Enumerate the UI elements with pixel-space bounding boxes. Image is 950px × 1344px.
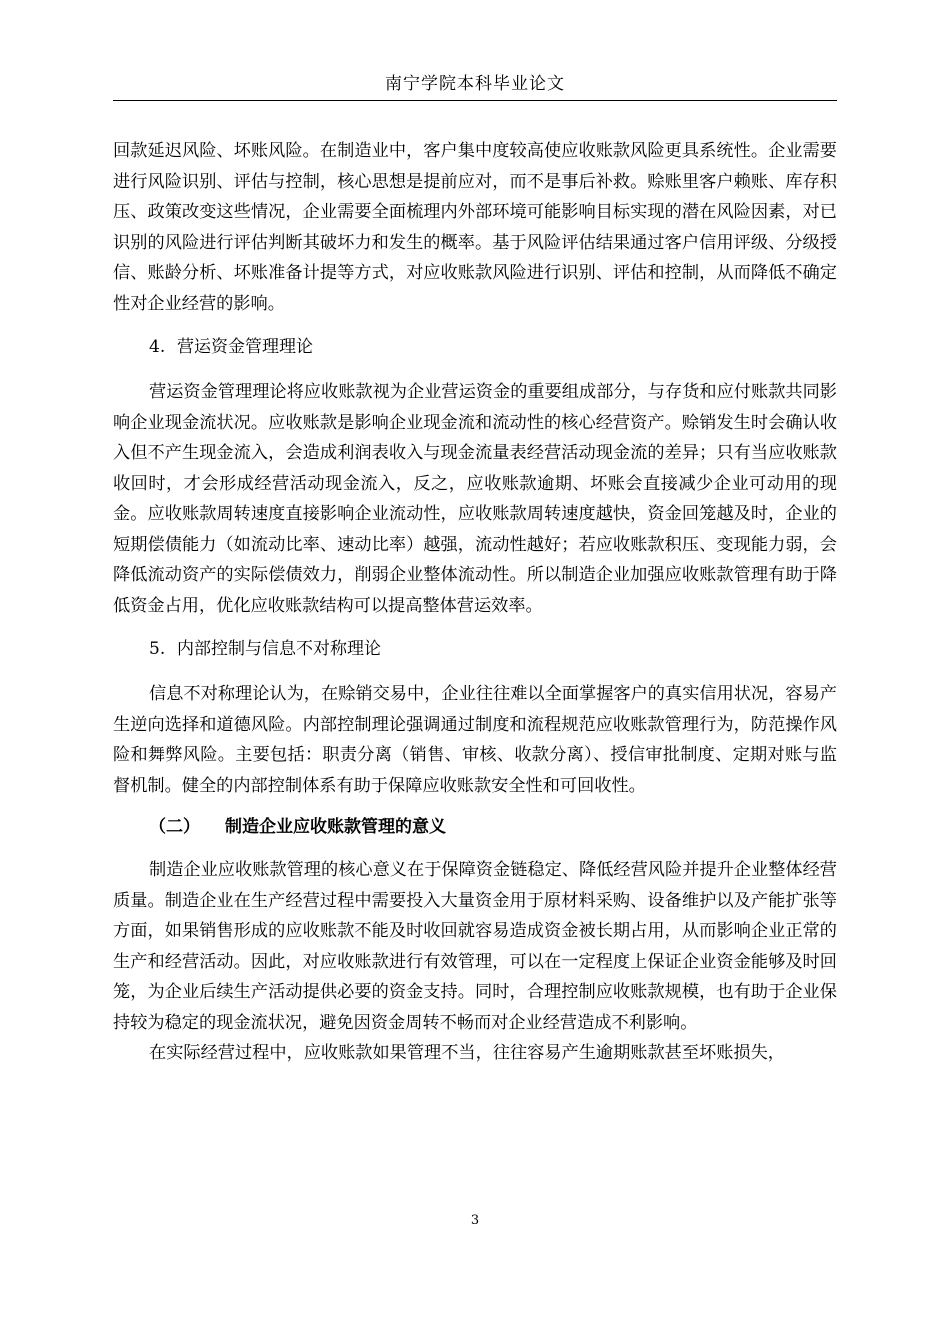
heading-internal-control-theory [113, 635, 837, 663]
section-number: （二） [149, 817, 200, 837]
heading-text: 内部控制与信息不对称理论 [177, 639, 381, 659]
running-header: 南宁学院本科毕业论文 [385, 74, 565, 94]
body-content [113, 136, 837, 1069]
heading-text: 营运资金管理理论 [177, 337, 313, 357]
page-number: 3 [470, 1213, 480, 1228]
paragraph-significance: 制造企业应收账款管理的核心意义在于保障资金链稳定、降低经营风险并提升企业整体经营质量。制造企业在生产经营过程中需要投入大量资金用于原材料采购、设备维护以及产能扩张等方面，如果销售形成的应收账款不能及时收回就容易造成资金被长期占用，从而影响企业正常的生产和经营活动。因此，对应收账款进行有效管理，可以在一定程度上保证企业资金能够及时回笼，为企业后续生产活动提供必要的资金支持。同时，合理控制应收账款规模，也有助于企业保持较为稳定的现金流状况，避免因资金周转不畅而对企业经营造成不利影响。 [113, 860, 837, 1033]
paragraph-working-capital: 营运资金管理理论将应收账款视为企业营运资金的重要组成部分，与存货和应付账款共同影响企业现金流状况。应收账款是影响企业现金流和流动性的核心经营资产。赊销发生时会确认收入但不产生现金流入，会造成利润表收入与现金流量表经营活动现金流的差异；只有当应收账款收回时，才会形成经营活动现金流入，反之，应收账款逾期、坏账会直接减少企业可动用的现金。应收账款周转速度直接影响企业流动性，应收账款周转速度越快，资金回笼越及时，企业的短期偿债能力（如流动比率、速动比率）越强，流动性越好；若应收账款积压、变现能力弱，会降低流动资产的实际偿债效力，削弱企业整体流动性。所以制造企业加强应收账款管理有助于降低资金占用，优化应收账款结构可以提高整体营运效率。 [113, 382, 837, 616]
paragraph-practice: 在实际经营过程中，应收账款如果管理不当，往往容易产生逾期账款甚至坏账损失， [149, 1043, 785, 1063]
section-heading-significance [113, 813, 837, 841]
heading-working-capital-theory [113, 333, 837, 361]
paragraph-information-asymmetry: 信息不对称理论认为，在赊销交易中，企业往往难以全面掌握客户的真实信用状况，容易产生逆向选择和道德风险。内部控制理论强调通过制度和流程规范应收账款管理行为，防范操作风险和舞弊风险。主要包括：职责分离（销售、审核、收款分离）、授信审批制度、定期对账与监督机制。健全的内部控制体系有助于保障应收账款安全性和可回收性。 [113, 684, 837, 796]
paragraph-risk-control: 回款延迟风险、坏账风险。在制造业中，客户集中度较高使应收账款风险更具系统性。企业需要进行风险识别、评估与控制，核心思想是提前应对，而不是事后补救。赊账里客户赖账、库存积压、政策改变这些情况，企业需要全面梳理内外部环境可能影响目标实现的潜在风险因素，对已识别的风险进行评估判断其破坏力和发生的概率。基于风险评估结果通过客户信用评级、分级授信、账龄分析、坏账准备计提等方式，对应收账款风险进行识别、评估和控制，从而降低不确定性对企业经营的影响。 [113, 141, 837, 314]
heading-number: 4. [149, 337, 166, 357]
heading-number: 5. [149, 639, 166, 659]
header-divider [113, 100, 837, 101]
section-title: 制造企业应收账款管理的意义 [225, 817, 446, 837]
